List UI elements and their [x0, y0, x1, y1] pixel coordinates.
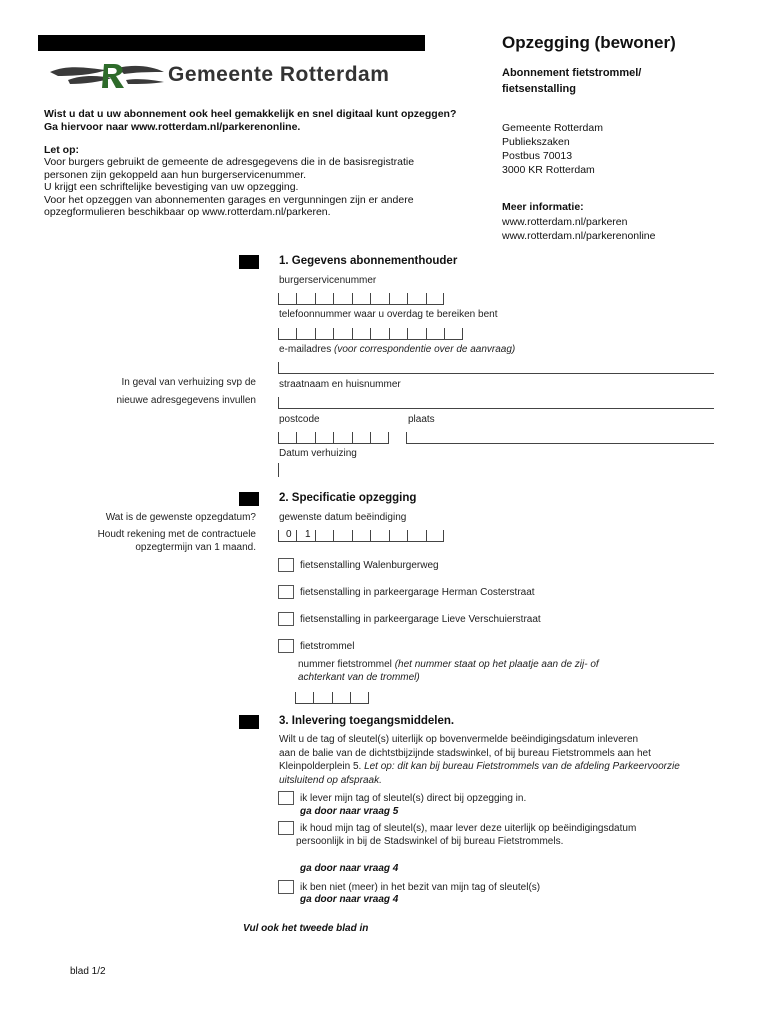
goto-question-4: ga door naar vraag 4	[300, 863, 399, 874]
section1-title: 1. Gegevens abonnementhouder	[279, 255, 458, 267]
form-title: Opzegging (bewoner)	[502, 33, 676, 52]
instruction-note: uitsluitend op afspraak.	[279, 774, 382, 786]
note-text	[44, 156, 464, 219]
city-input[interactable]	[406, 429, 714, 444]
move-date-label: Datum verhuizing	[279, 448, 357, 459]
info-link[interactable]: www.rotterdam.nl/parkerenonline	[502, 230, 656, 242]
logo-text: Gemeente Rotterdam	[168, 63, 390, 86]
intro-line: Wist u dat u uw abonnement ook heel gemakkelijk en snel digitaal kunt opzeggen?	[44, 108, 457, 120]
section2-title: 2. Specificatie opzegging	[279, 492, 417, 504]
no-tag-label: ik ben niet (meer) in het bezit van mijn tag of sleutel(s)	[300, 882, 541, 893]
address-line: Publiekszaken	[502, 136, 570, 148]
side-note-line: nieuwe adresgegevens invullen	[116, 395, 256, 406]
option-herman-costerstraat-label: fietsenstalling in parkeergarage Herman Costerstraat	[300, 587, 535, 598]
move-side-note	[60, 374, 256, 410]
phone-input[interactable]	[278, 325, 463, 340]
option-walenburgerweg-label: fietsenstalling Walenburgerweg	[300, 560, 439, 571]
return-direct-label: ik lever mijn tag of sleutel(s) direct bij opzegging in.	[300, 793, 527, 804]
return-later-label: ik houd mijn tag of sleutel(s), maar lever deze uiterlijk op beëindigingsdatum	[300, 823, 637, 834]
address-line: Postbus 70013	[502, 150, 573, 162]
section3-title: 3. Inlevering toegangsmiddelen.	[279, 715, 455, 727]
intro-digital	[44, 108, 494, 134]
option-herman-costerstraat-checkbox[interactable]	[278, 585, 294, 599]
instruction-text: Kleinpolderplein 5.	[279, 761, 362, 772]
return-instructions	[279, 733, 714, 787]
address-line: 3000 KR Rotterdam	[502, 164, 595, 176]
note-line: personen zijn gekoppeld aan hun burgerservicenummer.	[44, 168, 307, 181]
option-lieve-verschuierstraat-label: fietsenstalling in parkeergarage Lieve Verschuierstraat	[300, 614, 541, 625]
drum-number-input[interactable]	[295, 689, 369, 704]
section-marker	[239, 492, 259, 506]
section-marker	[239, 255, 259, 269]
logo	[48, 58, 418, 94]
city-label: plaats	[408, 414, 435, 425]
goto-question-4: ga door naar vraag 4	[300, 894, 399, 905]
note-line: Voor burgers gebruikt de gemeente de adresgegevens die in de basisregistratie	[44, 156, 415, 168]
option-walenburgerweg-checkbox[interactable]	[278, 558, 294, 572]
email-label-text: e-mailadres	[279, 344, 332, 355]
note-line: opzegformulieren beschikbaar op www.rotterdam.nl/parkeren.	[44, 206, 331, 218]
instruction-note: Let op: dit kan bij bureau Fietstrommels van de afdeling Parkeervoorzie	[364, 761, 680, 772]
side-note-line: In geval van verhuizing svp de	[121, 377, 256, 388]
subtitle-line: Abonnement fietstrommel/	[502, 67, 642, 79]
drum-number-note: (het nummer staat op het plaatje aan de zij- of	[394, 659, 599, 670]
continue-note: Vul ook het tweede blad in	[243, 923, 369, 934]
info-heading: Meer informatie:	[502, 201, 584, 213]
section-marker	[239, 715, 259, 729]
return-later-checkbox[interactable]	[278, 821, 294, 835]
instruction-line: aan de balie van de dichtstbijzijnde stadswinkel, of bij bureau Fietstrommels aan het	[279, 747, 651, 759]
side-note-line: Wat is de gewenste opzegdatum?	[105, 512, 256, 523]
return-later-label-cont: persoonlijk in bij de Stadswinkel of bij bureau Fietstrommels.	[296, 836, 564, 847]
street-label: straatnaam en huisnummer	[279, 379, 401, 390]
instruction-line	[279, 774, 714, 788]
subtitle-line: fietsenstalling	[502, 83, 576, 95]
end-date-digit: 0	[286, 529, 292, 540]
form-subtitle	[502, 65, 702, 97]
phone-label: telefoonnummer waar u overdag te bereiken bent	[279, 309, 498, 320]
end-date-digit: 1	[305, 529, 311, 540]
option-fietstrommel-checkbox[interactable]	[278, 639, 294, 653]
intro-line: Ga hiervoor naar www.rotterdam.nl/parkerenonline.	[44, 121, 301, 133]
email-label-note: (voor correspondentie over de aanvraag)	[334, 344, 516, 355]
note-line: U krijgt een schriftelijke bevestiging van uw opzegging.	[44, 181, 299, 193]
goto-question-5: ga door naar vraag 5	[300, 806, 399, 817]
bsn-label: burgerservicenummer	[279, 275, 377, 286]
email-input[interactable]	[278, 359, 714, 374]
return-direct-checkbox[interactable]	[278, 791, 294, 805]
option-lieve-verschuierstraat-checkbox[interactable]	[278, 612, 294, 626]
end-date-input[interactable]	[278, 527, 444, 542]
side-note-line: opzegtermijn van 1 maand.	[135, 542, 256, 553]
note-heading: Let op:	[44, 144, 79, 156]
move-date-input[interactable]	[278, 463, 279, 477]
option-fietstrommel-label: fietstrommel	[300, 641, 355, 652]
note-line: Voor het opzeggen van abonnementen garages en vergunningen zijn er andere	[44, 193, 414, 206]
instruction-line: Wilt u de tag of sleutel(s) uiterlijk op bovenvermelde beëindigingsdatum inleveren	[279, 734, 639, 745]
email-label	[279, 344, 515, 355]
bsn-input[interactable]	[278, 290, 444, 305]
header-black-bar	[38, 35, 425, 51]
postcode-input[interactable]	[278, 429, 389, 444]
postcode-label: postcode	[279, 414, 320, 425]
street-input[interactable]	[278, 394, 714, 409]
address-line: Gemeente Rotterdam	[502, 122, 603, 134]
drum-number-note: achterkant van de trommel)	[298, 672, 420, 683]
no-tag-checkbox[interactable]	[278, 880, 294, 894]
info-links	[502, 215, 656, 243]
end-date-side-note	[40, 509, 256, 554]
drum-number-label	[298, 658, 599, 684]
end-date-label: gewenste datum beëindiging	[279, 512, 407, 523]
return-address	[502, 121, 603, 177]
info-link[interactable]: www.rotterdam.nl/parkeren	[502, 216, 628, 228]
rotterdam-logo-icon	[48, 58, 166, 94]
drum-number-label-text: nummer fietstrommel	[298, 659, 392, 670]
page-number: blad 1/2	[70, 966, 106, 977]
side-note-line: Houdt rekening met de contractuele	[97, 529, 256, 540]
instruction-line	[279, 760, 714, 774]
